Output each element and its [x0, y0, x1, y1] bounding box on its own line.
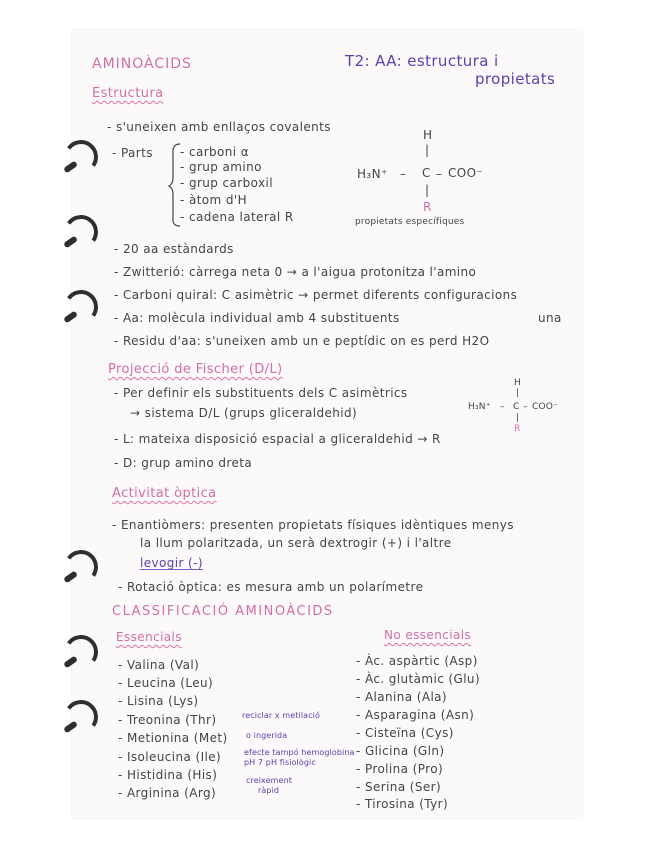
list-item: - Cisteïna (Cys): [356, 726, 454, 740]
parts-label: - Parts: [112, 146, 153, 160]
list-item: - Valina (Val): [118, 658, 200, 672]
alpha-carbon: C: [513, 402, 520, 412]
list-item: - Isoleucina (Ile): [118, 750, 222, 764]
bullet-note: una: [538, 311, 562, 325]
optica-line: la llum polaritzada, un serà dextrogir (+) i l'altre: [140, 536, 452, 550]
bullet-line: - Aa: molècula individual amb 4 substituents: [114, 311, 400, 325]
optica-line: levogir (-): [140, 556, 203, 570]
list-item: - Metionina (Met): [118, 731, 228, 745]
section-heading-optica: Activitat òptica: [112, 486, 217, 501]
list-item: - Àc. aspàrtic (Asp): [356, 654, 478, 668]
list-item: - Treonina (Thr): [118, 713, 217, 727]
fischer-line: - L: mateixa disposició espacial a gliceraldehid → R: [114, 432, 441, 446]
list-item: - Tirosina (Tyr): [356, 797, 449, 811]
list-item: - Prolina (Pro): [356, 762, 444, 776]
part-item: - grup carboxil: [180, 176, 273, 190]
part-item: - àtom d'H: [180, 193, 247, 207]
list-item: - Histidina (His): [118, 768, 218, 782]
atom-h: H: [514, 378, 521, 388]
fischer-line: - D: grup amino dreta: [114, 456, 253, 470]
bond-line: |: [425, 183, 430, 197]
bullet-line: - Residu d'aa: s'uneixen amb un e peptídic on es perd H2O: [114, 334, 490, 348]
note-text: efecte tampó hemoglobina: [244, 748, 355, 757]
column-heading-no-essencials: No essencials: [384, 628, 472, 642]
page-title: AMINOÀCIDS: [92, 56, 192, 72]
atom-h: H: [423, 128, 433, 142]
alpha-carbon: C: [422, 166, 431, 180]
propietats-note: propietats específiques: [355, 217, 465, 227]
bond-line: |: [516, 413, 520, 423]
list-item: - Alanina (Ala): [356, 690, 448, 704]
bullet-line: - 20 aa estàndards: [114, 242, 234, 256]
section-heading-estructura: Estructura: [92, 86, 164, 101]
bond-line: –: [500, 402, 505, 412]
bullet-line: - Zwitterió: càrrega neta 0 → a l'aigua protonitza l'amino: [114, 265, 477, 279]
bond-line: –: [523, 402, 528, 412]
list-item: - Serina (Ser): [356, 780, 442, 794]
part-item: - cadena lateral R: [180, 210, 294, 224]
list-item: - Lisina (Lys): [118, 694, 199, 708]
column-heading-essencials: Essencials: [116, 630, 182, 644]
topic-title-line2: propietats: [475, 70, 556, 88]
note-text: ràpid: [258, 786, 280, 795]
note-text: o ingerida: [246, 731, 288, 740]
section-heading-classificacio: CLASSIFICACIÓ AMINOÀCIDS: [112, 604, 334, 619]
note-text: pH 7 pH fisiològic: [244, 758, 316, 767]
r-group: R: [423, 200, 432, 214]
list-item: - Asparagina (Asn): [356, 708, 475, 722]
list-item: - Glicina (Gln): [356, 744, 445, 758]
note-text: creixement: [246, 776, 292, 785]
amino-group: H₃N⁺: [468, 402, 491, 412]
topic-title-line1: T2: AA: estructura i: [345, 52, 499, 70]
list-item: - Àc. glutàmic (Glu): [356, 672, 481, 686]
bond-line: –: [400, 167, 407, 181]
part-item: - carboni α: [180, 145, 250, 159]
list-item: - Leucina (Leu): [118, 676, 214, 690]
bond-line: |: [425, 143, 430, 157]
section-heading-fischer: Projecció de Fischer (D/L): [108, 362, 283, 377]
fischer-line: - Per definir els substituents dels C asimètrics: [114, 386, 408, 400]
bond-line: –: [436, 167, 443, 181]
amino-group: H₃N⁺: [357, 167, 388, 181]
part-item: - grup amino: [180, 160, 262, 174]
list-item: - Arginina (Arg): [118, 786, 217, 800]
carboxyl-group: COO⁻: [448, 166, 484, 180]
bullet-line: - Carboni quiral: C asimètric → permet diferents configuracions: [114, 288, 518, 302]
r-group: R: [514, 424, 521, 434]
fischer-line: → sistema D/L (grups gliceraldehid): [130, 406, 358, 420]
bond-line: |: [516, 388, 520, 398]
optica-line: - Rotació òptica: es mesura amb un polarímetre: [118, 580, 424, 594]
note-text: reciclar x metilació: [242, 711, 321, 720]
optica-line: - Enantiòmers: presenten propietats físiques idèntiques menys: [112, 518, 514, 532]
carboxyl-group: COO⁻: [532, 402, 559, 412]
estructura-line: - s'uneixen amb enllaços covalents: [107, 120, 331, 134]
